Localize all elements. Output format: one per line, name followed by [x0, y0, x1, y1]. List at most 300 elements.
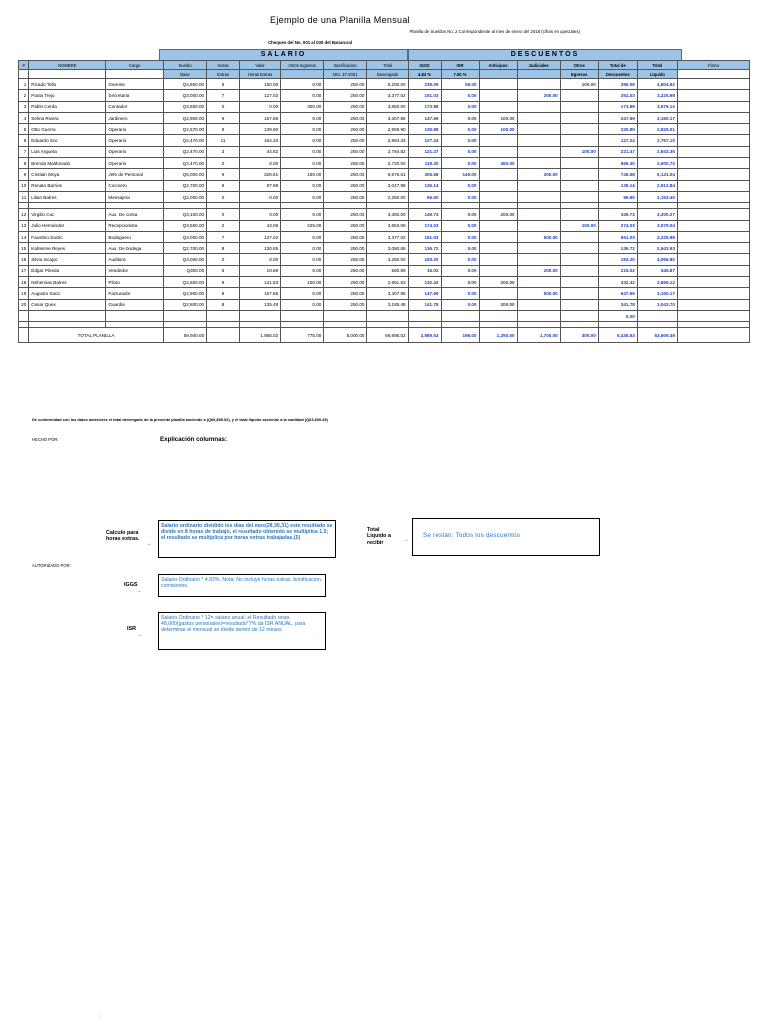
table-cell: 230.89 — [598, 124, 637, 135]
table-cell: Q2,600.00 — [163, 277, 206, 288]
table-cell: 2,991.53 — [367, 277, 408, 288]
table-cell: Q2,800.00 — [163, 299, 206, 310]
table-cell — [637, 310, 677, 321]
table-cell: 250.00 — [324, 254, 367, 265]
table-cell — [479, 169, 517, 180]
table-row — [19, 146, 750, 157]
header-cell — [517, 70, 560, 79]
table-cell: Pablo Cerda — [29, 101, 106, 112]
table-cell: 0.00 — [441, 135, 479, 146]
table-row — [19, 180, 750, 191]
table-cell — [517, 101, 560, 112]
table-cell: 0.00 — [441, 112, 479, 123]
table-cell: 11 — [19, 191, 29, 202]
table-cell: Auditora — [106, 254, 164, 265]
table-cell: 12 — [19, 209, 29, 220]
table-cell: 119.30 — [408, 158, 441, 169]
table-cell: Brenda Maldonado — [29, 158, 106, 169]
table-cell — [19, 328, 29, 343]
table-cell: 7 — [207, 231, 240, 242]
header-cell: Liquido — [637, 70, 677, 79]
table-cell: 8 — [207, 243, 240, 254]
table-cell: 147.69 — [408, 288, 441, 299]
table-cell — [560, 135, 598, 146]
footer-mark: ´ — [100, 1016, 102, 1022]
table-cell — [479, 180, 517, 191]
table-cell: 6 — [19, 135, 29, 146]
table-cell — [677, 146, 749, 157]
table-cell: 250.00 — [324, 231, 367, 242]
table-cell: 0.00 — [441, 191, 479, 202]
header-cell: Egresos — [560, 70, 598, 79]
table-cell: 0.00 — [441, 220, 479, 231]
payroll-table — [18, 60, 750, 343]
table-cell — [163, 310, 206, 321]
table-cell: 225.00 — [281, 220, 324, 231]
table-cell — [479, 135, 517, 146]
table-cell: 326.61 — [240, 169, 281, 180]
table-cell: 5,200.00 — [367, 79, 408, 90]
table-cell: 141.78 — [408, 299, 441, 310]
table-cell: 0.00 — [441, 231, 479, 242]
table-cell: 2,720.00 — [367, 158, 408, 169]
table-cell — [560, 90, 598, 101]
table-cell — [479, 191, 517, 202]
table-cell: 200.00 — [517, 265, 560, 276]
table-cell: 173.88 — [598, 101, 637, 112]
table-cell: 0 — [207, 158, 240, 169]
table-cell: 450.00 — [479, 158, 517, 169]
table-row — [19, 191, 750, 202]
header-cell: Total — [637, 61, 677, 70]
table-cell: Cristian Moya — [29, 169, 106, 180]
table-cell — [479, 243, 517, 254]
header-cell: # — [19, 61, 29, 70]
isr-explanation: Salario Ordinario * 12= salario anual, el Resultado resta 48,000(gastos personales)=resultado*7% da ISR ANUAL, para determinar el mensual se divide dentro de 12 meses. — [158, 612, 326, 650]
autorizado-por-label: AUTORIZADO POR: — [32, 563, 71, 568]
table-cell: 250.00 — [324, 169, 367, 180]
table-cell: 0.00 — [281, 135, 324, 146]
table-cell — [479, 146, 517, 157]
table-cell: 0.00 — [281, 231, 324, 242]
table-cell — [560, 310, 598, 321]
header-cell — [29, 70, 106, 79]
table-cell: 149.73 — [408, 209, 441, 220]
table-cell: 7 — [19, 146, 29, 157]
table-cell — [560, 191, 598, 202]
table-cell: 10.89 — [240, 265, 281, 276]
table-cell: Q3,560.00 — [163, 220, 206, 231]
table-cell: 3,377.02 — [367, 231, 408, 242]
table-cell: 0.00 — [598, 310, 637, 321]
table-cell: Virgilio Cuc — [29, 209, 106, 220]
table-cell: 8 — [19, 158, 29, 169]
table-cell — [560, 299, 598, 310]
table-cell: 193.20 — [598, 254, 637, 265]
liquido-label: Total Liquido a recibir — [367, 527, 391, 546]
table-cell: 3,160.17 — [637, 288, 677, 299]
header-cell: Devengado — [367, 70, 408, 79]
table-cell: Q4,800.00 — [163, 79, 206, 90]
table-cell: 0.00 — [281, 158, 324, 169]
table-cell: 100.00 — [560, 220, 598, 231]
table-cell: 150.00 — [240, 79, 281, 90]
table-cell: 5 — [207, 79, 240, 90]
table-cell — [560, 209, 598, 220]
table-cell: 250.00 — [324, 79, 367, 90]
table-cell: 351.03 — [598, 90, 637, 101]
table-cell: 0.00 — [281, 146, 324, 157]
table-cell: 130.89 — [408, 124, 441, 135]
table-cell: 6,576.61 — [367, 169, 408, 180]
table-cell: 5 — [19, 124, 29, 135]
table-cell: 100.00 — [560, 79, 598, 90]
table-cell: 651.03 — [598, 231, 637, 242]
table-cell: 274.03 — [598, 220, 637, 231]
header-cell: Horas — [207, 61, 240, 70]
table-cell: 569.30 — [598, 158, 637, 169]
table-cell: 250.00 — [324, 146, 367, 157]
header-cell — [479, 70, 517, 79]
table-cell: 141.53 — [240, 277, 281, 288]
table-cell: Kahlerine Reyes — [29, 243, 106, 254]
hecho-por-label: HECHO POR: — [32, 437, 59, 442]
arrow-right-icon: → — [403, 537, 409, 543]
table-cell — [479, 265, 517, 276]
table-cell: 9 — [207, 277, 240, 288]
table-cell: Q4,000.00 — [163, 254, 206, 265]
header-cell: Anticipos — [479, 61, 517, 70]
table-cell: 3,579.04 — [637, 220, 677, 231]
table-cell: 13 — [19, 220, 29, 231]
table-cell: 4,804.92 — [637, 79, 677, 90]
table-cell: Luis Argueta — [29, 146, 106, 157]
table-cell — [479, 90, 517, 101]
table-cell: 0.00 — [441, 209, 479, 220]
table-cell: 215.02 — [598, 265, 637, 276]
table-cell: 97.98 — [240, 180, 281, 191]
table-cell — [517, 254, 560, 265]
horas-extras-label: Calculo para horas extras. — [106, 530, 140, 543]
table-cell: 3,185.48 — [367, 299, 408, 310]
table-cell: 0.00 — [441, 243, 479, 254]
table-cell: 127.02 — [240, 231, 281, 242]
table-body — [19, 79, 750, 343]
table-cell: 2,643.35 — [637, 146, 677, 157]
table-cell: 9 — [207, 169, 240, 180]
table-cell: 250.00 — [324, 299, 367, 310]
table-cell — [240, 310, 281, 321]
table-cell: 250.00 — [324, 243, 367, 254]
table-cell: 0.00 — [281, 299, 324, 310]
table-cell: 6 — [207, 180, 240, 191]
table-cell: 0.00 — [281, 90, 324, 101]
table-cell: Q2,470.00 — [163, 158, 206, 169]
table-cell: Q2,700.00 — [163, 243, 206, 254]
table-cell — [677, 90, 749, 101]
table-cell — [517, 277, 560, 288]
table-cell: 14 — [19, 231, 29, 242]
table-cell: 164.33 — [240, 135, 281, 146]
header-cell: ISR — [441, 61, 479, 70]
table-cell: 250.00 — [324, 124, 367, 135]
table-cell: 9 — [207, 288, 240, 299]
table-cell — [677, 209, 749, 220]
table-cell — [677, 310, 749, 321]
table-cell: 127.24 — [408, 135, 441, 146]
table-cell: 135.14 — [598, 180, 637, 191]
table-cell: 2,943.93 — [637, 243, 677, 254]
table-cell — [517, 146, 560, 157]
table-cell — [517, 112, 560, 123]
table-cell: 2,884.33 — [367, 135, 408, 146]
table-cell: 3,160.17 — [637, 112, 677, 123]
table-cell: Operario — [106, 158, 164, 169]
conformidad-note: De conformidad con los datos anteriores el total devengado de la presente planilla asciende a (Q66,895.02), y el total liquido asciende a la cantidad (Q63,609.49) — [32, 417, 328, 422]
table-cell: Gerente — [106, 79, 164, 90]
table-cell — [677, 328, 749, 343]
table-cell: Vendedor — [106, 265, 164, 276]
table-cell: 11 — [207, 135, 240, 146]
table-cell: Q3,600.00 — [163, 101, 206, 112]
table-cell: 6,435.53 — [598, 328, 637, 343]
table-cell: 17 — [19, 265, 29, 276]
table-cell — [517, 124, 560, 135]
table-cell — [677, 158, 749, 169]
table-cell: 0.00 — [441, 90, 479, 101]
table-cell: 0.00 — [240, 101, 281, 112]
table-cell — [408, 310, 441, 321]
header-cell: Total — [367, 61, 408, 70]
table-cell: 136.72 — [598, 243, 637, 254]
table-cell: Edgar Pineda — [29, 265, 106, 276]
table-cell: 4,250.00 — [367, 254, 408, 265]
table-cell: Ricado Tello — [29, 79, 106, 90]
header-cell — [677, 70, 749, 79]
table-cell: 250.00 — [324, 209, 367, 220]
table-cell: 250.00 — [324, 158, 367, 169]
table-cell: 0.00 — [281, 79, 324, 90]
table-cell: 3,307.86 — [367, 288, 408, 299]
table-cell: Q2,900.00 — [163, 112, 206, 123]
table-cell — [106, 310, 164, 321]
table-cell: 395.09 — [598, 79, 637, 90]
table-cell: 2,757.10 — [637, 135, 677, 146]
table-cell: 66,895.02 — [367, 328, 408, 343]
table-cell: 2,912.84 — [637, 180, 677, 191]
table-row — [19, 79, 750, 90]
table-cell: 16 — [19, 254, 29, 265]
table-cell: Piloto — [106, 277, 164, 288]
table-header — [19, 61, 750, 79]
descuentos-band: DESCUENTOS — [408, 49, 682, 61]
table-cell: 2,959.90 — [367, 124, 408, 135]
table-cell: 0 — [207, 209, 240, 220]
table-cell: Operario — [106, 135, 164, 146]
table-cell — [19, 310, 29, 321]
table-cell — [560, 265, 598, 276]
table-row — [19, 90, 750, 101]
table-cell — [560, 277, 598, 288]
table-cell — [677, 277, 749, 288]
table-cell — [560, 124, 598, 135]
table-cell: 305.58 — [408, 169, 441, 180]
table-cell — [560, 169, 598, 180]
table-cell: 349.73 — [598, 209, 637, 220]
table-cell: 0.00 — [281, 243, 324, 254]
table-cell — [517, 79, 560, 90]
table-cell: 2,600.70 — [637, 158, 677, 169]
table-cell: 150.00 — [281, 169, 324, 180]
table-row — [19, 254, 750, 265]
table-cell: 56.00 — [441, 79, 479, 90]
table-cell: Silvia Ixcajoc — [29, 254, 106, 265]
table-cell: Q2,470.00 — [163, 135, 206, 146]
table-cell — [207, 328, 240, 343]
table-row — [19, 112, 750, 123]
table-cell: 15 — [19, 243, 29, 254]
table-cell: 5,000.00 — [324, 328, 367, 343]
table-cell — [677, 288, 749, 299]
header-cell: 4.83 % — [408, 70, 441, 79]
table-cell — [560, 180, 598, 191]
table-cell — [677, 231, 749, 242]
table-cell: 0.00 — [441, 101, 479, 112]
table-cell: 647.69 — [598, 288, 637, 299]
table-cell: 250.00 — [324, 112, 367, 123]
table-cell — [677, 243, 749, 254]
table-cell — [677, 191, 749, 202]
header-cell: Valor — [240, 61, 281, 70]
table-row — [19, 310, 750, 321]
table-cell: 250.00 — [324, 135, 367, 146]
table-cell: Paola Trejo — [29, 90, 106, 101]
header-cell: Dto. 37-2001 — [324, 70, 367, 79]
table-cell: 545.87 — [637, 265, 677, 276]
table-cell: 250.00 — [324, 265, 367, 276]
table-cell — [677, 169, 749, 180]
table-cell: 44.82 — [240, 146, 281, 157]
table-cell: 96.60 — [598, 191, 637, 202]
table-cell: Secretaria — [106, 90, 164, 101]
table-cell: 96.60 — [408, 191, 441, 202]
table-cell — [560, 158, 598, 169]
table-cell — [324, 310, 367, 321]
horas-extras-explanation: Salario ordinario dividido los dias del mes(28,30,31) este resultado se divide en 8 horas de trabajo, el resultado obtenido se multiplica 1.5; el resultado se multiplica por horas extras trabajadas.(5) — [158, 520, 336, 558]
arrow-right-icon: → — [146, 541, 152, 547]
table-cell: 43.06 — [240, 220, 281, 231]
table-row — [19, 220, 750, 231]
table-cell: 0.00 — [240, 254, 281, 265]
header-cell: IGSS — [408, 61, 441, 70]
table-cell — [517, 135, 560, 146]
table-cell: Q3,000.00 — [163, 231, 206, 242]
table-cell: 0.00 — [281, 254, 324, 265]
table-cell: 3,307.86 — [367, 112, 408, 123]
table-cell — [677, 124, 749, 135]
table-cell: 3,377.02 — [367, 90, 408, 101]
table-cell: 0 — [207, 254, 240, 265]
table-cell — [560, 243, 598, 254]
table-row — [19, 135, 750, 146]
table-cell: 3 — [19, 101, 29, 112]
liquido-explanation — [412, 518, 600, 556]
table-cell: Jardinero — [106, 112, 164, 123]
table-row — [19, 288, 750, 299]
table-cell: 10 — [19, 180, 29, 191]
table-cell: 6,131.04 — [637, 169, 677, 180]
table-cell: Selina Rivera — [29, 112, 106, 123]
table-cell: 3,047.98 — [367, 180, 408, 191]
table-cell: 173.88 — [408, 101, 441, 112]
table-cell — [517, 220, 560, 231]
table-cell: 132.42 — [408, 277, 441, 288]
table-cell — [517, 310, 560, 321]
table-cell: 250.00 — [324, 191, 367, 202]
table-cell: Renato Barrios — [29, 180, 106, 191]
table-cell: 3,225.98 — [637, 231, 677, 242]
table-cell: 250.00 — [324, 90, 367, 101]
table-cell: 174.03 — [408, 220, 441, 231]
table-cell: Q3,100.00 — [163, 209, 206, 220]
table-cell: 200.00 — [479, 277, 517, 288]
table-cell: 3,080.65 — [367, 243, 408, 254]
table-row — [19, 243, 750, 254]
header-cell: Otros Ingresos — [281, 61, 324, 70]
table-cell: 157.86 — [240, 288, 281, 299]
table-cell: 147.69 — [408, 112, 441, 123]
explicacion-heading: Explicación columnas: — [160, 436, 228, 443]
table-cell — [367, 310, 408, 321]
table-cell: 0.00 — [441, 265, 479, 276]
table-cell — [677, 265, 749, 276]
header-cell: 7.00 % — [441, 70, 479, 79]
header-cell: Horas Extras — [240, 70, 281, 79]
table-cell: 3,043.70 — [637, 299, 677, 310]
table-cell: 0.00 — [240, 209, 281, 220]
table-cell: 1,250.00 — [479, 328, 517, 343]
table-cell: 0.00 — [441, 158, 479, 169]
table-cell: 250.00 — [324, 220, 367, 231]
header-cell: Base — [163, 70, 206, 79]
table-row — [19, 209, 750, 220]
table-cell — [677, 254, 749, 265]
table-cell — [517, 209, 560, 220]
table-cell: Augusto Sacic — [29, 288, 106, 299]
table-cell: 121.47 — [408, 146, 441, 157]
table-cell: 200.00 — [517, 90, 560, 101]
table-cell: 4 — [19, 112, 29, 123]
table-cell: Q6,000.00 — [163, 169, 206, 180]
table-cell: Facturador — [106, 288, 164, 299]
table-cell: 0.00 — [441, 277, 479, 288]
table-cell: 3,200.27 — [637, 209, 677, 220]
table-cell: 100.00 — [479, 124, 517, 135]
table-cell: 2,859.12 — [637, 277, 677, 288]
table-cell — [677, 180, 749, 191]
table-cell — [281, 310, 324, 321]
table-cell: Operario — [106, 124, 164, 135]
table-row — [19, 101, 750, 112]
table-cell: Q2,900.00 — [163, 288, 206, 299]
table-cell: 20 — [19, 299, 29, 310]
table-cell: 560.89 — [367, 265, 408, 276]
table-cell: 247.69 — [598, 112, 637, 123]
table-cell: 2 — [207, 220, 240, 231]
table-cell: 0.00 — [281, 191, 324, 202]
table-cell: 196.00 — [441, 328, 479, 343]
table-row — [19, 158, 750, 169]
